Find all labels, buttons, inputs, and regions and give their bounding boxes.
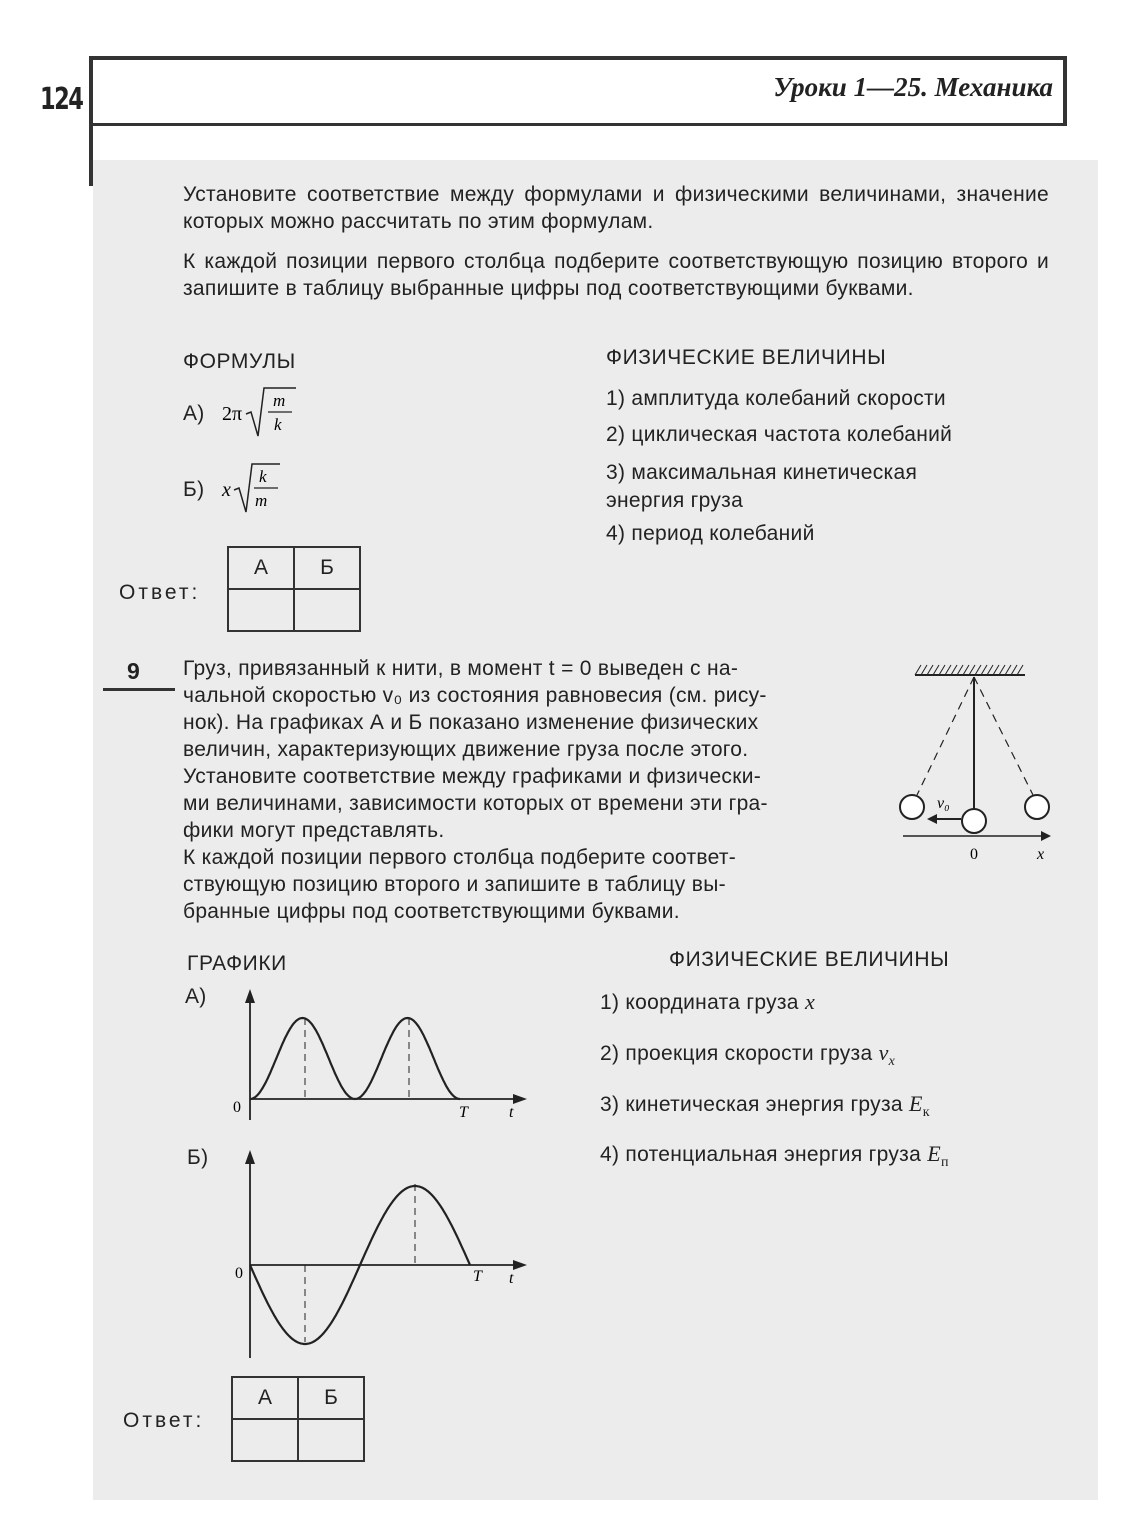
task9-quantity-1-sym: x <box>804 989 816 1014</box>
formula-a-num: m <box>273 391 286 410</box>
task8-answer-cell-a[interactable] <box>228 589 294 631</box>
task9-quantity-3-sym: E <box>909 1091 923 1116</box>
bob-left <box>900 795 924 819</box>
graph-a-t: t <box>509 1104 514 1121</box>
task9-quantity-2-text: 2) проекция скорости груза <box>600 1042 879 1065</box>
task9-quantity-4 <box>600 1141 949 1171</box>
task9-line-4: величин, характеризующих движение груза после этого. <box>183 738 749 761</box>
task8-answer-table <box>227 546 361 632</box>
task9-line-3: нок). На графиках А и Б показано изменение физических <box>183 711 759 734</box>
task9-answer-table <box>231 1376 365 1462</box>
task9-line-9: ствующую позицию второго и запишите в таблицу вы- <box>183 873 726 896</box>
task8-quantity-3: 3) максимальная кинетическая энергия груза <box>606 461 918 512</box>
formula-b-prefix: x <box>222 479 231 501</box>
bob-center <box>962 809 986 833</box>
formula-a-den: k <box>274 415 282 434</box>
formula-a <box>218 384 298 444</box>
task8-answer-label: Ответ: <box>119 581 201 604</box>
pendulum-figure <box>895 655 1065 870</box>
page-number: 124 <box>40 82 83 117</box>
formula-a-label: А) <box>183 402 205 425</box>
task9-number-rule <box>103 688 175 691</box>
task9-quantity-4-sym: E <box>927 1141 941 1166</box>
task9-line-6: ми величинами, зависимости которых от времени эти гра- <box>183 792 768 815</box>
task9-quantities-heading: ФИЗИЧЕСКИЕ ВЕЛИЧИНЫ <box>669 948 950 971</box>
task9-quantity-2 <box>600 1040 895 1070</box>
task9-answer-col-a: А <box>232 1377 298 1419</box>
task9-quantity-2-sym: v <box>878 1040 889 1065</box>
task9-line-5: Установите соответствие между графиками и физически- <box>183 765 762 788</box>
ceiling-hatch <box>915 665 1023 675</box>
task8-answer-col-a: А <box>228 547 294 589</box>
task9-quantity-3-sub: к <box>922 1105 930 1121</box>
section-title: Уроки 1—25. Механика <box>773 72 1053 102</box>
formula-b-num: k <box>259 467 267 486</box>
velocity-label: v₀ <box>937 795 950 812</box>
formula-a-prefix: 2π <box>222 403 243 425</box>
graph-b-origin: 0 <box>235 1265 243 1282</box>
figure-zero-label: 0 <box>970 846 978 863</box>
right-thread-dashed <box>974 677 1033 795</box>
task9-quantity-3 <box>600 1091 930 1121</box>
task8-intro: Установите соответствие между формулами и физическими величинами, значение которых можно рассчитать по этим формулам. <box>183 183 1049 233</box>
graph-a-period: T <box>459 1104 468 1121</box>
graph-b-t: t <box>509 1270 514 1287</box>
task9-quantity-1-text: 1) координата груза <box>600 991 805 1014</box>
task9-quantity-4-sub: п <box>940 1155 949 1171</box>
task9-line-1: Груз, привязанный к нити, в момент t = 0 выведен с на- <box>183 657 739 680</box>
graph-a-origin: 0 <box>233 1099 241 1116</box>
task9-number: 9 <box>127 658 140 684</box>
task9-line-8: К каждой позиции первого столбца подберите соответ- <box>183 846 737 869</box>
task8-answer-col-b: Б <box>294 547 360 589</box>
task8-instruction: К каждой позиции первого столбца подберите соответствующую позицию второго и запишите в таблицу выбранные цифры под соответствующими буквами. <box>183 250 1049 300</box>
task8-quantity-2: 2) циклическая частота колебаний <box>606 423 953 446</box>
task9-quantity-4-text: 4) потенциальная энергия груза <box>600 1143 928 1166</box>
figure-x-label: x <box>1037 846 1045 863</box>
graph-a <box>225 985 535 1125</box>
graph-a-label: А) <box>185 985 207 1008</box>
formula-b-den: m <box>255 491 268 510</box>
task9-line-2: чальной скоростью v₀ из состояния равновесия (см. рису- <box>183 684 767 707</box>
task9-quantity-2-sub: x <box>888 1054 896 1070</box>
task8-answer-cell-b[interactable] <box>294 589 360 631</box>
task8-quantity-4: 4) период колебаний <box>606 522 815 545</box>
task9-quantity-3-text: 3) кинетическая энергия груза <box>600 1093 910 1116</box>
task8-formulas-heading: ФОРМУЛЫ <box>183 350 296 373</box>
task8-quantity-1: 1) амплитуда колебаний скорости <box>606 387 946 410</box>
task9-answer-col-b: Б <box>298 1377 364 1419</box>
graph-a-curve <box>250 1018 460 1099</box>
task9-graphs-heading: ГРАФИКИ <box>187 952 287 975</box>
task8-quantities-heading: ФИЗИЧЕСКИЕ ВЕЛИЧИНЫ <box>606 346 887 369</box>
bob-right <box>1025 795 1049 819</box>
graph-b <box>225 1144 535 1362</box>
left-thread-dashed <box>917 677 974 795</box>
task9-line-7: фики могут представлять. <box>183 819 445 842</box>
formula-b <box>218 460 298 520</box>
task9-answer-cell-b[interactable] <box>298 1419 364 1461</box>
formula-b-label: Б) <box>183 478 205 501</box>
task9-answer-label: Ответ: <box>123 1409 205 1432</box>
task9-text <box>183 655 883 925</box>
graph-b-period: T <box>473 1268 482 1285</box>
task9-line-10: бранные цифры под соответствующими буквами. <box>183 900 680 923</box>
task9-answer-cell-a[interactable] <box>232 1419 298 1461</box>
task9-quantity-1 <box>600 989 815 1015</box>
graph-b-label: Б) <box>187 1146 209 1169</box>
